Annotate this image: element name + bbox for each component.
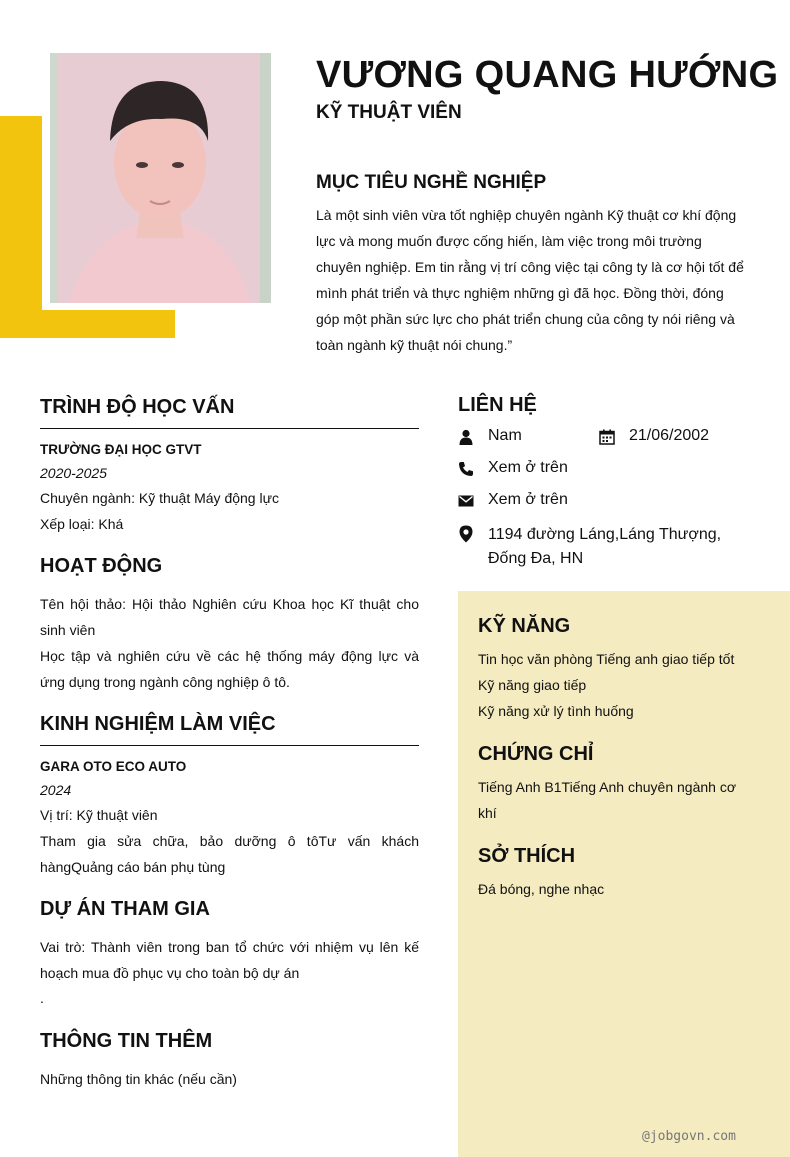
certificates-text: Tiếng Anh B1Tiếng Anh chuyên ngành cơ khí	[478, 779, 736, 821]
experience-heading: KINH NGHIỆM LÀM VIỆC	[40, 713, 276, 735]
additional-text: Những thông tin khác (nếu cần)	[40, 1071, 237, 1087]
contact-heading: LIÊN HỆ	[458, 394, 537, 416]
activities-heading: HOẠT ĐỘNG	[40, 555, 163, 577]
hobbies-heading: SỞ THÍCH	[478, 845, 576, 867]
education-major: Chuyên ngành: Kỹ thuật Máy động lực	[40, 490, 279, 506]
contact-gender: Nam	[488, 427, 522, 444]
location-icon	[458, 525, 474, 543]
person-icon	[458, 429, 474, 445]
objective-heading: MỤC TIÊU NGHỀ NGHIỆP	[316, 172, 547, 193]
job-title: KỸ THUẬT VIÊN	[316, 102, 462, 123]
contact-address: 1194 đường Láng,Láng Thượng, Đống Đa, HN	[488, 526, 722, 567]
experience-year: 2024	[40, 782, 72, 798]
phone-icon	[458, 461, 474, 477]
profile-photo	[50, 53, 271, 303]
accent-bar-horizontal	[0, 310, 175, 338]
hobbies-text: Đá bóng, nghe nhạc	[478, 881, 605, 897]
mail-icon	[458, 493, 474, 509]
calendar-icon	[599, 429, 615, 445]
certificates-heading: CHỨNG CHỈ	[478, 743, 594, 765]
education-divider	[40, 428, 419, 429]
contact-email: Xem ở trên	[488, 491, 568, 508]
projects-heading: DỰ ÁN THAM GIA	[40, 898, 210, 920]
contact-phone: Xem ở trên	[488, 459, 568, 476]
activities-text-1: Tên hội thảo: Hội thảo Nghiên cứu Khoa học Kĩ thuật cho sinh viên	[40, 596, 419, 638]
projects-dot: .	[40, 990, 44, 1006]
skills-sidebar	[458, 591, 790, 1157]
skills-heading: KỸ NĂNG	[478, 615, 571, 637]
education-rank: Xếp loại: Khá	[40, 516, 124, 532]
skill-item: Tin học văn phòng Tiếng anh giao tiếp tốt	[478, 651, 735, 667]
additional-heading: THÔNG TIN THÊM	[40, 1030, 213, 1052]
education-school: TRƯỜNG ĐẠI HỌC GTVT	[40, 442, 202, 457]
experience-position: Vị trí: Kỹ thuật viên	[40, 807, 158, 823]
skill-item: Kỹ năng giao tiếp	[478, 677, 587, 693]
skill-item: Kỹ năng xử lý tình huống	[478, 703, 634, 719]
candidate-name: VƯƠNG QUANG HƯỚNG	[316, 54, 779, 96]
education-heading: TRÌNH ĐỘ HỌC VẤN	[40, 396, 235, 418]
accent-bar-vertical	[0, 116, 42, 338]
experience-description: Tham gia sửa chữa, bảo dưỡng ô tôTư vấn khách hàngQuảng cáo bán phụ tùng	[40, 833, 419, 875]
contact-birthdate: 21/06/2002	[629, 427, 710, 444]
activities-text-2: Học tập và nghiên cứu về các hệ thống máy động lực và ứng dụng trong ngành công nghiệp ô tô.	[40, 648, 419, 690]
objective-text: Là một sinh viên vừa tốt nghiệp chuyên ngành Kỹ thuật cơ khí động lực và mong muốn được cống hiến, làm việc trong môi trường chuyên nghiệp. Em tin rằng vị trí công việc tại công ty là cơ hội tốt để mình phát triển và thực nghiệm những gì đã học. Đồng thời, đóng góp một phần sức lực cho phát triển chung của công ty nói riêng và toàn ngành kỹ thuật nói chung.”	[316, 207, 744, 353]
education-period: 2020-2025	[40, 465, 107, 481]
experience-divider	[40, 745, 419, 746]
experience-company: GARA OTO ECO AUTO	[40, 759, 187, 774]
watermark: @jobgovn.com	[642, 1129, 736, 1144]
projects-text: Vai trò: Thành viên trong ban tổ chức với nhiệm vụ lên kế hoạch mua đồ phục vụ cho toàn bộ dự án	[40, 939, 419, 981]
